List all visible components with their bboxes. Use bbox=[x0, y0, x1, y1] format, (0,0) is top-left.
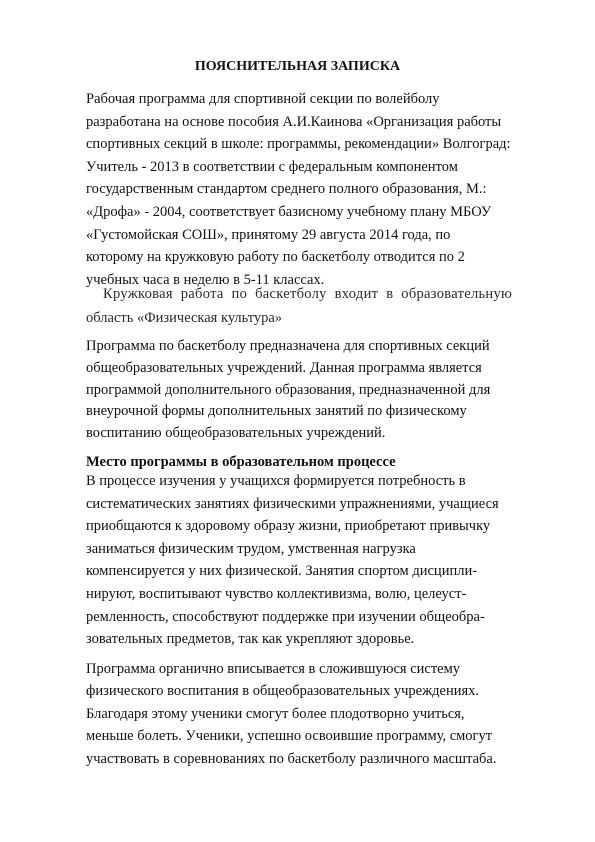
text-line: нируют, воспитывают чувство коллективизма, волю, целеуст- bbox=[86, 585, 467, 602]
text-line: В процессе изучения у учащихся формируется потребность в bbox=[86, 473, 466, 489]
text-line: физического воспитания в общеобразовательных учреждениях. bbox=[86, 683, 480, 700]
text-line: программой дополнительного образования, предназначенной для bbox=[86, 381, 491, 398]
text-line: Благодаря этому ученики смогут более плодотворно учиться, bbox=[86, 705, 465, 722]
paragraph-subject-area bbox=[86, 282, 556, 330]
text-line: спортивных секций в школе: программы, рекомендации» Волгоград: bbox=[86, 136, 511, 153]
text-line: компенсируется у них физической. Занятия спортом дисципли- bbox=[86, 563, 478, 580]
section-heading: Место программы в образовательном процессе bbox=[86, 454, 396, 470]
paragraph-program-basis bbox=[86, 88, 556, 291]
text-line: государственным стандартом среднего полного образования, М.: bbox=[86, 181, 487, 198]
text-line: которому на кружковую работу по баскетболу отводится по 2 bbox=[86, 249, 465, 266]
text-line: внеурочной формы дополнительных занятий по физическому bbox=[86, 403, 467, 420]
text-line: Кружковая работа по баскетболу входит в образовательную bbox=[103, 286, 513, 302]
text-line: общеобразовательных учреждений. Данная программа является bbox=[86, 359, 482, 376]
text-line: учебных часа в неделю в 5-11 классах. bbox=[86, 271, 325, 288]
text-line: воспитанию общеобразовательных учреждений. bbox=[86, 425, 386, 442]
paragraph-program-integration bbox=[86, 658, 556, 770]
text-line: Программа по баскетболу предназначена для спортивных секций bbox=[86, 338, 490, 354]
text-line: Программа органично вписывается в сложившуюся систему bbox=[86, 661, 461, 677]
text-line: приобщаются к здоровому образу жизни, приобретают привычку bbox=[86, 518, 491, 535]
text-line: заниматься физическим трудом, умственная нагрузка bbox=[86, 540, 416, 557]
text-line: систематических занятиях физическими упражнениями, учащиеся bbox=[86, 495, 499, 512]
text-line: Рабочая программа для спортивной секции по волейболу bbox=[86, 91, 440, 107]
paragraph-program-purpose bbox=[86, 336, 556, 445]
text-line: «Густомойская СОШ», принятому 29 августа 2014 года, по bbox=[86, 226, 451, 243]
text-line: «Дрофа» - 2004, соответствует базисному учебному плану МБОУ bbox=[86, 203, 492, 220]
text-line: ремленность, способствуют поддержке при изучении общеобра- bbox=[86, 608, 485, 625]
paragraph-program-place bbox=[86, 470, 556, 651]
document-title: ПОЯСНИТЕЛЬНАЯ ЗАПИСКА bbox=[194, 59, 401, 74]
text-line: Учитель - 2013 в соответствии с федеральным компонентом bbox=[86, 158, 458, 175]
text-line: зовательных предметов, так как укрепляют здоровье. bbox=[86, 631, 415, 648]
text-line: участвовать в соревнованиях по баскетболу различного масштаба. bbox=[86, 750, 497, 767]
text-line: разработана на основе пособия А.И.Каинова «Организация работы bbox=[86, 113, 502, 130]
text-line: область «Физическая культура» bbox=[86, 310, 283, 326]
text-line: меньше болеть. Ученики, успешно освоившие программу, смогут bbox=[86, 728, 493, 745]
